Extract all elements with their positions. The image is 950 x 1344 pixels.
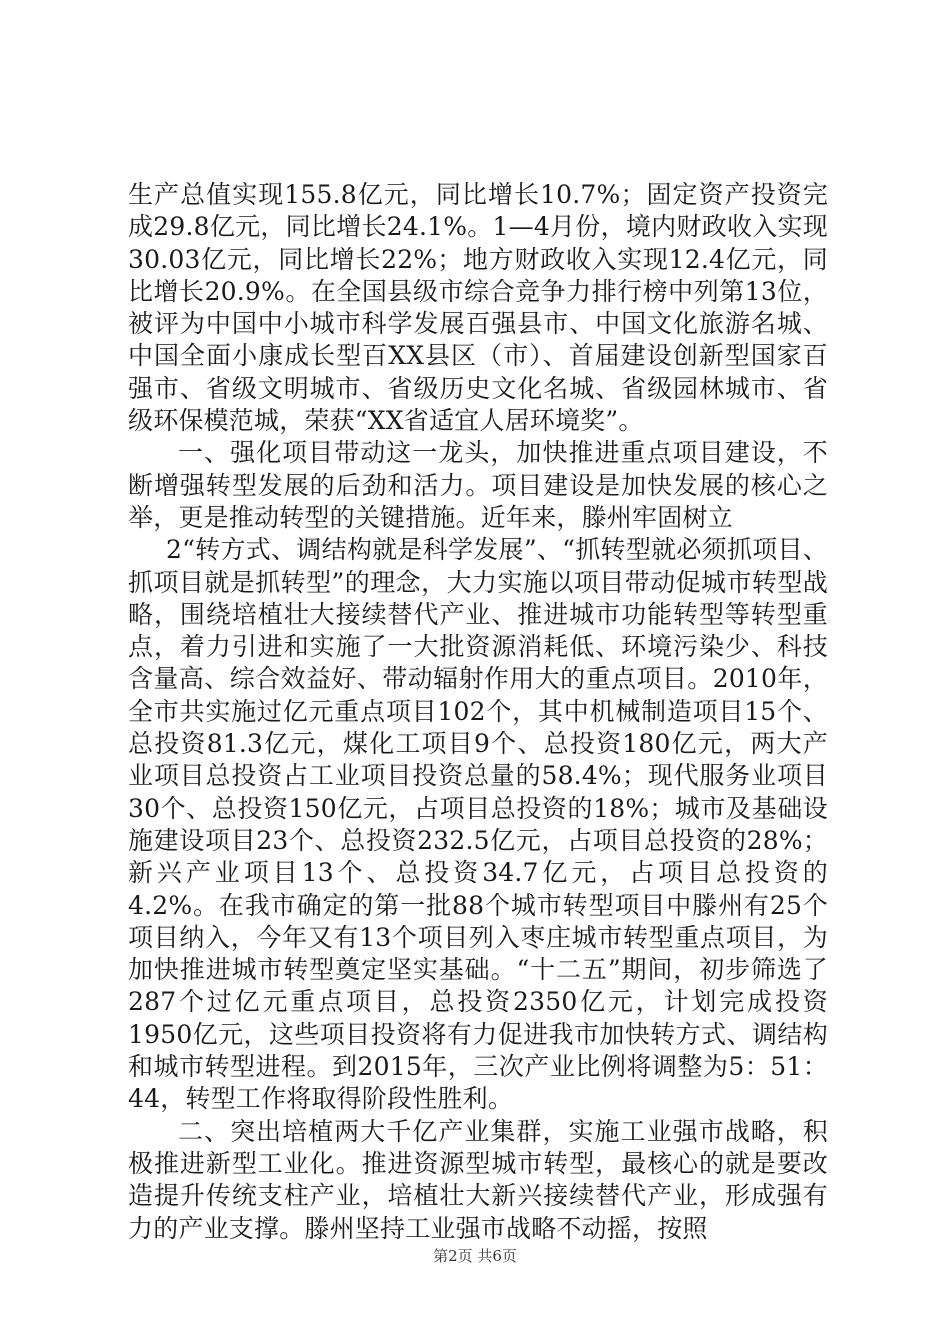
document-body	[128, 179, 828, 1245]
paragraph-1: 生产总值实现155.8亿元，同比增长10.7%；固定资产投资完成29.8亿元，同比增长24.1%。1—4月份，境内财政收入实现30.03亿元，同比增长22%；地方财政收入实现12.4亿元，同比增长20.9%。在全国县级市综合竞争力排行榜中列第13位，被评为中国中小城市科学发展百强县市、中国文化旅游名城、中国全面小康成长型百XX县区（市）、首届建设创新型国家百强市、省级文明城市、省级历史文化名城、省级园林城市、省级环保模范城，荣获“XX省适宜人居环境奖”。	[128, 180, 828, 436]
page-number-footer: 第2页 共6页	[433, 1247, 517, 1265]
paragraph-4: 二、突出培植两大千亿产业集群，实施工业强市战略，积极推进新型工业化。推进资源型城市转型，最核心的就是要改造提升传统支柱产业，培植壮大新兴接续替代产业，形成强有力的产业支撑。滕州坚持工业强市战略不动摇，按照	[128, 1116, 828, 1243]
paragraph-2: 一、强化项目带动这一龙头，加快推进重点项目建设，不断增强转型发展的后劲和活力。项目建设是加快发展的核心之举，更是推动转型的关键措施。近年来，滕州牢固树立	[128, 438, 828, 532]
paragraph-3: 2“转方式、调结构就是科学发展”、“抓转型就必须抓项目、抓项目就是抓转型”的理念，大力实施以项目带动促城市转型战略，围绕培植壮大接续替代产业、推进城市功能转型等转型重点，着力引进和实施了一大批资源消耗低、环境污染少、科技含量高、综合效益好、带动辐射作用大的重点项目。2010年，全市共实施过亿元重点项目102个，其中机械制造项目15个、总投资81.3亿元，煤化工项目9个、总投资180亿元，两大产业项目总投资占工业项目投资总量的58.4%；现代服务业项目30个、总投资150亿元，占项目总投资的18%；城市及基础设施建设项目23个、总投资232.5亿元，占项目总投资的28%；新兴产业项目13个、总投资34.7亿元，占项目总投资的4.2%。在我市确定的第一批88个城市转型项目中滕州有25个项目纳入，今年又有13个项目列入枣庄城市转型重点项目，为加快推进城市转型奠定坚实基础。“十二五”期间，初步筛选了287个过亿元重点项目，总投资2350亿元，计划完成投资1950亿元，这些项目投资将有力促进我市加快转方式、调结构和城市转型进程。到2015年，三次产业比例将调整为5：51：44，转型工作将取得阶段性胜利。	[128, 535, 828, 1114]
